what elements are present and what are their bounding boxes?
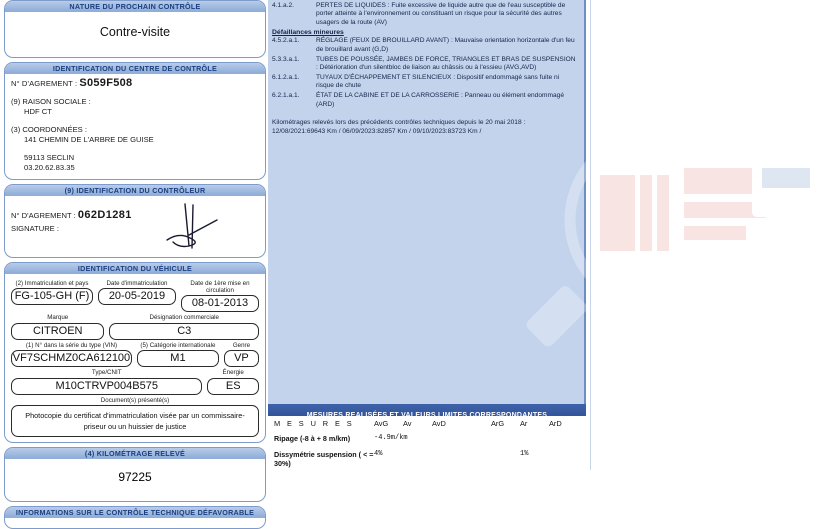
field-designation-caption: Désignation commerciale [149,314,219,321]
field-energie-caption: Énergie [222,369,244,376]
next-control-header [5,1,265,12]
field-vin-value: VF7SCHMZ0CA612100 [11,350,132,367]
measure-value-ar: 1% [520,450,529,458]
field-designation [109,314,259,340]
unfavorable-body [5,518,265,528]
magnifier-car-watermark-icon [536,150,826,400]
field-type-cnit-caption: Type/CNIT [91,369,122,376]
field-genre-caption: Genre [232,341,251,349]
center-raison-value: HDF CT [24,107,52,116]
spacer [11,146,259,153]
vehicle-header-label: IDENTIFICATION DU VÉHICULE [77,263,193,273]
table-row [274,434,582,443]
vehicle-card [4,262,266,444]
control-center-body [5,74,265,179]
measures-panel [268,404,586,470]
controller-signature-row [11,200,259,252]
page-margin-strip [586,0,600,470]
measures-header [268,404,586,419]
controller-agrement-value: 062D1281 [77,208,132,221]
measures-col-ard: ArD [549,419,562,428]
field-categorie [137,342,219,368]
vehicle-body [5,274,265,443]
controller-header [5,185,265,196]
next-control-body [5,12,265,57]
major-defects-list [272,2,578,27]
field-genre-value: VP [224,350,259,367]
field-immatriculation-caption: (2) Immatriculation et pays [15,279,89,287]
center-agrement-value: S059F508 [79,77,133,89]
center-address-line1: 141 CHEMIN DE L'ARBRE DE GUISE [24,135,154,144]
unfavorable-header-label: INFORMATIONS SUR LE CONTRÔLE TECHNIQUE DÉFAVORABLE [15,508,255,517]
field-documents [11,397,259,438]
defect-text: TUBES DE POUSSÉE, JAMBES DE FORCE, TRIANGLES ET BRAS DE SUSPENSION : Détérioration d'un silentbloc de liaison au châssis ou à l'essieu (AVG,AVD) [316,55,576,71]
measure-value-ard [549,450,578,468]
measure-value-ard [549,434,578,443]
measures-col-av: Av [403,419,412,428]
field-documents-value: Photocopie du certificat d'immatriculation visée par un commissaire-priseur ou un huissier de justice [11,405,259,437]
measures-col-avd: AvD [432,419,446,428]
mileage-header [5,448,265,459]
measure-value-av: 4% [374,450,383,458]
mileage-header-label: (4) KILOMÉTRAGE RELEVÉ [84,449,186,458]
margin-rule [590,0,591,470]
defect-item [272,92,578,109]
field-energie-value: ES [207,378,259,395]
measure-value-avd [432,450,461,468]
spacer [11,90,259,97]
field-designation-value: C3 [109,323,259,340]
mileage-card [4,447,266,502]
unfavorable-card [4,506,266,529]
center-address-line2: 59113 SECLIN [24,152,75,162]
defect-text: RÉGLAGE (FEUX DE BROUILLARD AVANT) : Mauvaise orientation horizontale d'un feu de brouillard avant (G,D) [316,37,575,53]
signature-mark-icon [159,202,229,252]
measure-value-ar [520,434,549,443]
field-date-immatriculation-value: 20-05-2019 [98,288,176,305]
field-categorie-value: M1 [137,350,219,367]
measure-label: Dissymétrie suspension ( < = 30%) [274,450,374,468]
defect-text: TUYAUX D'ÉCHAPPEMENT ET SILENCIEUX : Dispositif endommagé sans fuite ni risque de chute [316,73,560,90]
field-genre [224,342,259,368]
mileage-history [272,119,578,136]
defect-code: 6.2.1.a.1. [272,92,300,100]
measure-spacer [461,434,491,443]
vehicle-info-column [4,0,266,517]
measures-col-ar: Ar [520,419,528,428]
field-vin-caption: (1) N° dans la série du type (VIN) [25,341,118,349]
defect-code: 6.1.2.a.1. [272,73,300,81]
table-row [274,450,582,468]
field-marque-caption: Marque [47,314,69,321]
mileage-history-line2: 12/08/2021:69643 Km / 06/09/2023:82857 Km / 09/10/2023:83723 Km / [272,127,482,135]
center-raison-label: (9) RAISON SOCIALE : [11,96,91,106]
center-agrement-row [11,78,259,90]
field-immatriculation-value: FG-105-GH (F) [11,288,93,305]
minor-defects-list [272,37,578,109]
measures-col-title: M E S U R E S [274,419,355,428]
defect-text: PERTES DE LIQUIDES : Fuite excessive de liquide autre que de l'eau susceptible de porter atteinte à l'environnement ou constituant un risque pour la sécurité des autres usagers de la route (AV) [316,2,566,26]
spacer [11,118,259,125]
measure-label: Ripage (-8 à + 8 m/km) [274,434,351,443]
next-control-value: Contre-visite [99,25,171,39]
field-categorie-caption: (5) Catégorie internationale [140,341,216,349]
defect-code: 4.5.2.a.1. [272,37,300,45]
defect-item [272,74,578,91]
measures-col-spacer [461,419,491,428]
field-date-circulation-caption: Date de 1ère mise en circulation [190,279,250,294]
controller-signature-label: SIGNATURE : [11,224,59,233]
measures-col-avg: AvG [374,419,389,428]
minor-defects-header: Défaillances mineures [272,29,344,37]
measures-header-label: MESURES REALISÉES ET VALEURS LIMITES CORRESPONDANTES [306,412,548,419]
vehicle-row-vin [11,342,259,368]
next-control-card [4,0,266,58]
measures-column-headers [274,419,582,428]
field-date-circulation [181,280,259,313]
center-coord-label: (3) COORDONNÉES : [11,124,87,134]
field-date-circulation-value: 08-01-2013 [181,295,259,312]
defect-text: ÉTAT DE LA CABINE ET DE LA CARROSSERIE : Panneau ou élément endommagé (ARD) [316,92,564,108]
controller-header-label: (9) IDENTIFICATION DU CONTRÔLEUR [64,185,206,195]
field-date-immatriculation [98,280,176,313]
field-date-immatriculation-caption: Date d'immatriculation [106,279,168,287]
control-center-header [5,63,265,74]
unfavorable-header [5,507,265,518]
defect-code: 5.3.3.a.1. [272,55,300,63]
field-immatriculation [11,280,93,313]
vehicle-row-documents [11,397,259,438]
control-center-header-label: IDENTIFICATION DU CENTRE DE CONTRÔLE [52,64,218,73]
defect-item [272,56,578,73]
next-control-header-label: NATURE DU PROCHAIN CONTRÔLE [69,2,201,11]
center-phone: 03.20.62.83.35 [24,163,75,172]
field-vin [11,342,132,368]
field-marque-value: CITROEN [11,323,104,340]
control-center-card [4,62,266,180]
vehicle-row-make [11,314,259,340]
measures-table [268,416,586,470]
defect-item [272,37,578,54]
defect-code: 4.1.a.2. [272,2,294,9]
measure-value-av: -4.9m/km [374,434,408,442]
field-documents-caption: Document(s) présenté(s) [100,396,170,404]
mileage-body [5,459,265,501]
measure-value-arg [491,434,520,443]
field-type-cnit [11,369,202,395]
field-marque [11,314,104,340]
controller-agrement-label: N° D'AGREMENT : [11,210,76,220]
mileage-value: 97225 [118,470,152,484]
center-agrement-label: N° D'AGREMENT : [11,79,78,88]
measures-col-arg: ArG [491,419,505,428]
field-energie [207,369,259,395]
controller-card [4,184,266,258]
measure-value-avd [432,434,461,443]
mileage-history-line1: Kilométrages relevés lors des précédents contrôles techniques depuis le 20 mai 2018 : [272,118,526,126]
defect-item [272,2,578,27]
field-type-cnit-value: M10CTRVP004B575 [11,378,202,395]
defects-panel [268,0,586,470]
vehicle-header [5,263,265,274]
controller-body [5,196,265,257]
vehicle-row-type [11,369,259,395]
measure-spacer [461,450,491,468]
vehicle-row-registration [11,280,259,313]
measure-value-arg [491,450,520,468]
